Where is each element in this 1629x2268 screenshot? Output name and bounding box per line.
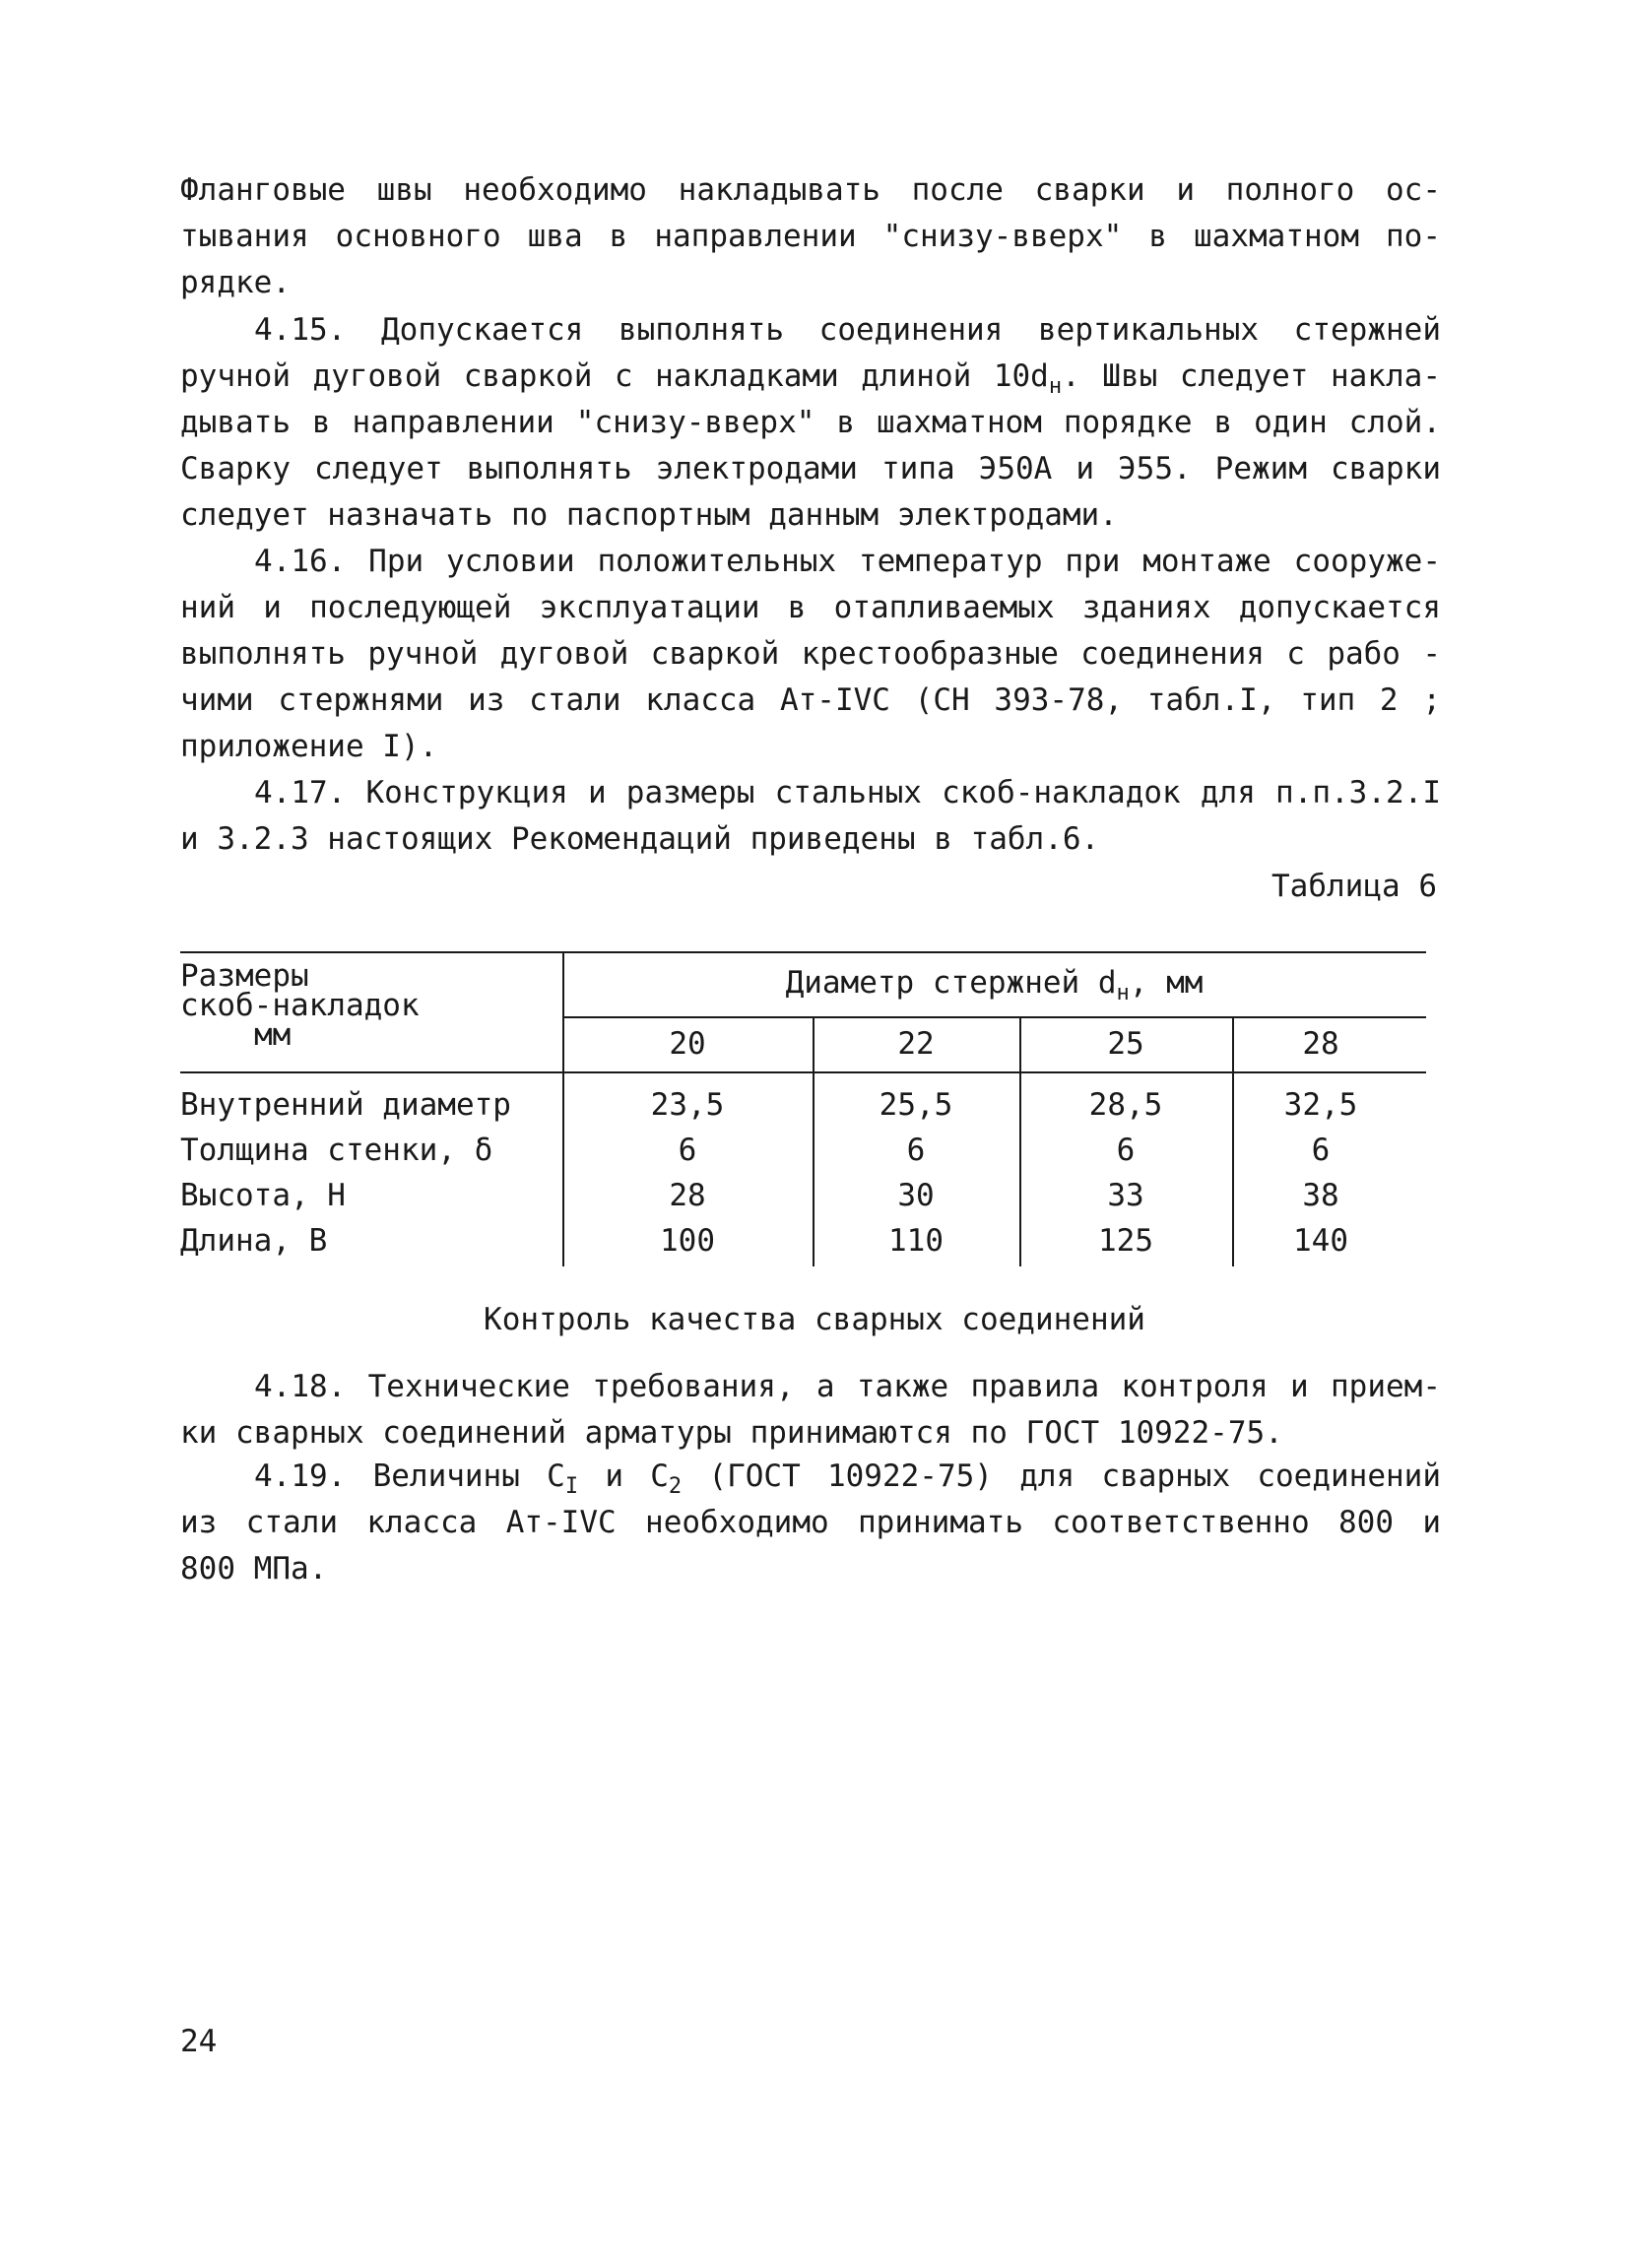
text-line: тывания основного шва в направлении "снизу-вверх" в шахматном по- [180, 219, 1441, 254]
header-diameter-28: 28 [1302, 1026, 1339, 1062]
header-diameter-group [562, 965, 1426, 1005]
row-label-length: Длина, В [180, 1223, 328, 1259]
table-cell: 6 [678, 1133, 697, 1168]
header-line: скоб-накладок [180, 988, 420, 1023]
paragraph-4-16 [180, 539, 1441, 770]
section-title: Контроль качества сварных соединений [484, 1302, 1145, 1337]
header-sizes [180, 958, 420, 1053]
row-label-height: Высота, Н [180, 1178, 346, 1213]
header-line: Размеры [180, 958, 309, 994]
text-fragment: ручной дуговой сваркой с накладками длиной 10d [180, 358, 1049, 394]
text-line: из стали класса Ат-IVC необходимо принимать соответственно 800 и [180, 1505, 1441, 1540]
paragraph-4-15 [180, 307, 1441, 539]
text-line [180, 1454, 1441, 1500]
header-diameter-20: 20 [669, 1026, 706, 1062]
table-cell: 28 [669, 1178, 706, 1213]
table-caption: Таблица 6 [1271, 869, 1437, 904]
row-label-inner-diameter: Внутренний диаметр [180, 1087, 511, 1123]
table-cell: 125 [1098, 1223, 1153, 1259]
text-line: рядке. [180, 265, 291, 300]
table-cell: 25,5 [879, 1087, 953, 1123]
paragraph-4-18 [180, 1364, 1441, 1457]
paragraph-4-17 [180, 770, 1441, 863]
text-line: 4.18. Технические требования, а также правила контроля и прием- [254, 1369, 1441, 1404]
page-number: 24 [180, 2024, 218, 2059]
text-line: следует назначать по паспортным данным электродами. [180, 497, 1118, 533]
table-cell: 110 [888, 1223, 944, 1259]
subscript: н [1116, 981, 1130, 1005]
text-line: ки сварных соединений арматуры принимаются по ГОСТ 10922-75. [180, 1415, 1283, 1451]
text-line: дывать в направлении "снизу-вверх" в шахматном порядке в один слой. [180, 405, 1441, 440]
table-header-rule [562, 1016, 1426, 1018]
subscript: I [564, 1474, 579, 1499]
text-line: ний и последующей эксплуатации в отапливаемых зданиях допускается [180, 590, 1441, 625]
table-cell: 32,5 [1283, 1087, 1358, 1123]
subscript: 2 [668, 1474, 683, 1499]
text-line: выполнять ручной дуговой сваркой крестообразные соединения с рабо - [180, 636, 1441, 672]
text-line: и 3.2.3 настоящих Рекомендаций приведены в табл.6. [180, 821, 1100, 857]
table-cell: 6 [1116, 1133, 1136, 1168]
text-fragment: Диаметр стержней d [785, 965, 1117, 1001]
text-line: Сварку следует выполнять электродами типа Э50А и Э55. Режим сварки [180, 451, 1441, 486]
paragraph-flank-welds [180, 167, 1441, 306]
text-fragment: . Швы следует накла- [1062, 358, 1441, 394]
table-cell: 6 [1311, 1133, 1331, 1168]
text-fragment: , мм [1129, 965, 1204, 1001]
table-6 [180, 951, 1426, 1266]
text-line: 4.17. Конструкция и размеры стальных скоб-накладок для п.п.3.2.I [254, 775, 1441, 810]
table-cell: 23,5 [650, 1087, 725, 1123]
text-line: приложение I). [180, 729, 438, 764]
table-cell: 6 [906, 1133, 926, 1168]
text-fragment: (ГОСТ 10922-75) для сварных соединений [682, 1458, 1441, 1494]
text-line [180, 354, 1441, 400]
table-header-bottom-rule [180, 1071, 1426, 1073]
table-cell: 100 [660, 1223, 715, 1259]
row-label-wall-thickness: Толщина стенки, δ [180, 1133, 493, 1168]
table-cell: 28,5 [1088, 1087, 1163, 1123]
text-fragment: 4.19. Величины С [254, 1458, 565, 1494]
text-fragment: и С [578, 1458, 669, 1494]
text-line: Фланговые швы необходимо накладывать после сварки и полного ос- [180, 172, 1441, 208]
text-line: чими стержнями из стали класса Ат-IVC (СН 393-78, табл.I, тип 2 ; [180, 682, 1441, 718]
paragraph-4-19 [180, 1454, 1441, 1592]
header-diameter-22: 22 [897, 1026, 935, 1062]
table-cell: 33 [1107, 1178, 1144, 1213]
text-line: 800 МПа. [180, 1551, 328, 1587]
text-line: 4.16. При условии положительных температур при монтаже сооруже- [254, 544, 1441, 579]
header-diameter-25: 25 [1107, 1026, 1144, 1062]
header-line: мм [254, 1017, 292, 1053]
table-cell: 30 [897, 1178, 935, 1213]
subscript: н [1048, 374, 1063, 399]
text-line: 4.15. Допускается выполнять соединения вертикальных стержней [254, 312, 1441, 348]
table-top-rule [180, 951, 1426, 953]
table-cell: 140 [1293, 1223, 1348, 1259]
table-cell: 38 [1302, 1178, 1339, 1213]
